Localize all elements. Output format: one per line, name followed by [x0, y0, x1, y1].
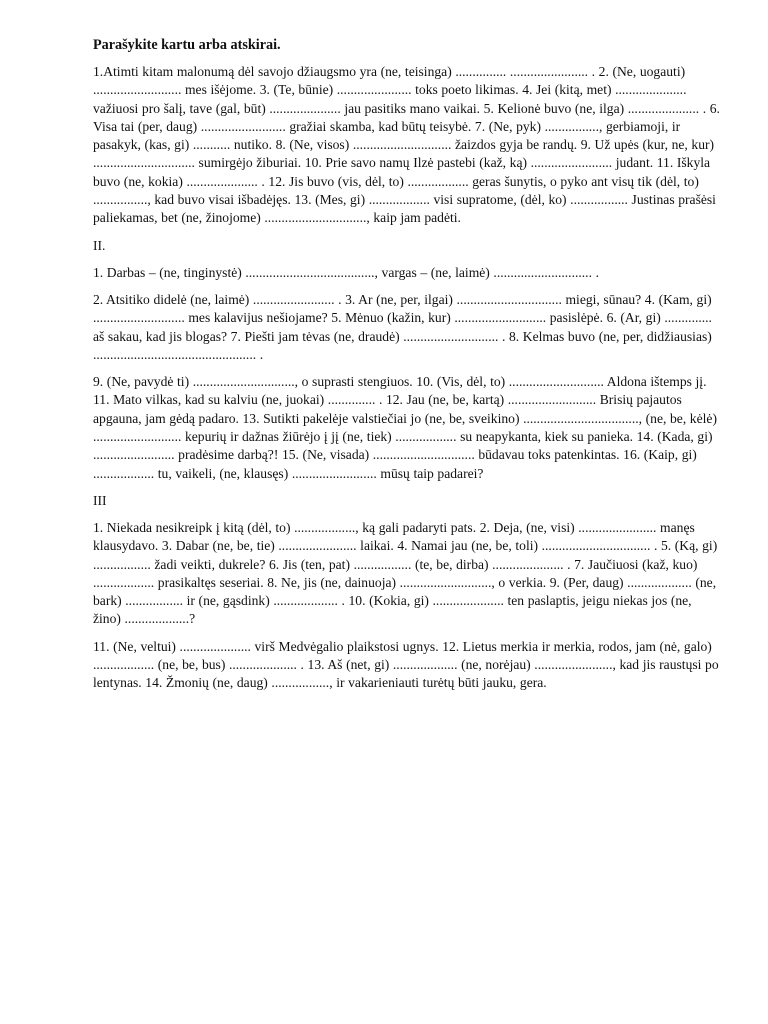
exercise-3-paragraph-2: 11. (Ne, veltui) ..................... virš Medvėgalio plaikstosi ugnys. 12. Lietus merkia ir merkia, rodos, jam (nė, galo) .................. (ne, be, bus) .................... . 13. Aš (net, gi) ................... (ne, norėjau) ......................., kad jis raustųsi po lentynas. 14. Žmonių (ne, daug) ................., ir vakarieniauti turėtų būti jauku, gera. — [93, 638, 719, 691]
exercise-2-paragraph-1: 1. Darbas – (ne, tinginystė) ......................................, vargas – (ne, laimė) ............................. . — [93, 264, 599, 280]
exercise-1-paragraph: 1.Atimti kitam malonumą dėl savojo džiaugsmo yra (ne, teisinga) ............... ....................... . 2. (Ne, uogauti) .......................... mes išėjome. 3. (Te, būnie) ...................... toks poeto likimas. 4. Jei (kitą, met) ..................... važiuosi pro šalį, tave (gal, būt) ..................... jau pasitiks mano vaikai. 5. Kelionė buvo (ne, ilga) ..................... . 6. Visa tai (per, daug) ......................... gražiai skamba, kad būtų teisybė. 7. (Ne, pyk) ................, gerbiamoji, ir pasakyk, (kas, gi) ........... nutiko. 8. (Ne, visos) ............................. žaizdos gyja be randų. 9. Už upės (kur, ne, kur) .............................. sumirgėjo žiburiai. 10. Prie savo namų Ilzė pastebi (kaž, ką) ........................ judant. 11. Iškyla buvo (ne, kokia) ..................... . 12. Jis buvo (vis, dėl, to) .................. geras šunytis, o pyko ant visų tik (dėl, to) ................, kad buvo visai išbadėjęs. 13. (Mes, gi) .................. visi supratome, (dėl, ko) ................. Justinas prašėsi paliekamas, bet (ne, žinojome) .............................., kaip jam padėti. — [93, 64, 720, 226]
document-page — [93, 36, 723, 702]
section-heading-3: III — [93, 492, 107, 508]
exercise-2-paragraph-3: 9. (Ne, pavydė ti) .............................., o suprasti stengiuos. 10. (Vis, dėl, to) ............................ Aldona ištemps jį. 11. Mato vilkas, kad su kalviu (ne, juokai) .............. . 12. Jau (ne, be, kartą) .......................... Brisių pajautos apgauna, jam gėdą padaro. 13. Sutikti pakelėje valstiečiai jo (ne, be, sveikino) .................................., (ne, be, kėlė) .......................... kepurių ir dažnas žiūrėjo į jį (ne, tiek) .................. su neapykanta, kiek su panieka. 14. (Kada, gi) ........................ pradėsime darbą?! 15. (Ne, visada) .............................. būdavau toks patenkintas. 16. (Kaip, gi) .................. tu, vaikeli, (ne, klausęs) ......................... mūsų taip padarei? — [93, 374, 717, 481]
exercise-2-paragraph-2: 2. Atsitiko didelė (ne, laimė) ........................ . 3. Ar (ne, per, ilgai) ............................... miegi, sūnau? 4. (Kam, gi) ........................... mes kalavijus nešiojame? 5. Mėnuo (kažin, kur) ........................... pasislėpė. 6. (Ar, gi) .............. aš sakau, kad jis blogas? 7. Piešti jam tėvas (ne, draudė) ............................ . 8. Kelmas buvo (ne, per, didžiausias) ................................................ . — [93, 291, 712, 362]
document-title: Parašykite kartu arba atskirai. — [93, 37, 281, 53]
exercise-3-paragraph-1: 1. Niekada nesikreipk į kitą (dėl, to) .................., ką gali padaryti pats. 2. Deja, (ne, visi) ....................... manęs klausydavo. 3. Dabar (ne, be, tie) ....................... laikai. 4. Namai jau (ne, be, toli) ................................ . 5. (Ką, gi) ................. žadi veikti, dukrele? 6. Jis (ten, pat) ................. (te, be, dirba) ..................... . 7. Jaučiuosi (kaž, kuo) .................. prasikaltęs seseriai. 8. Ne, jis (ne, dainuoja) ..........................., o verkia. 9. (Per, daug) ................... (ne, bark) ................. ir (ne, gąsdink) ................... . 10. (Kokia, gi) ..................... ten paslaptis, jeigu niekas jos (ne, žino) ...................? — [93, 519, 718, 627]
section-heading-2: II. — [93, 237, 106, 253]
